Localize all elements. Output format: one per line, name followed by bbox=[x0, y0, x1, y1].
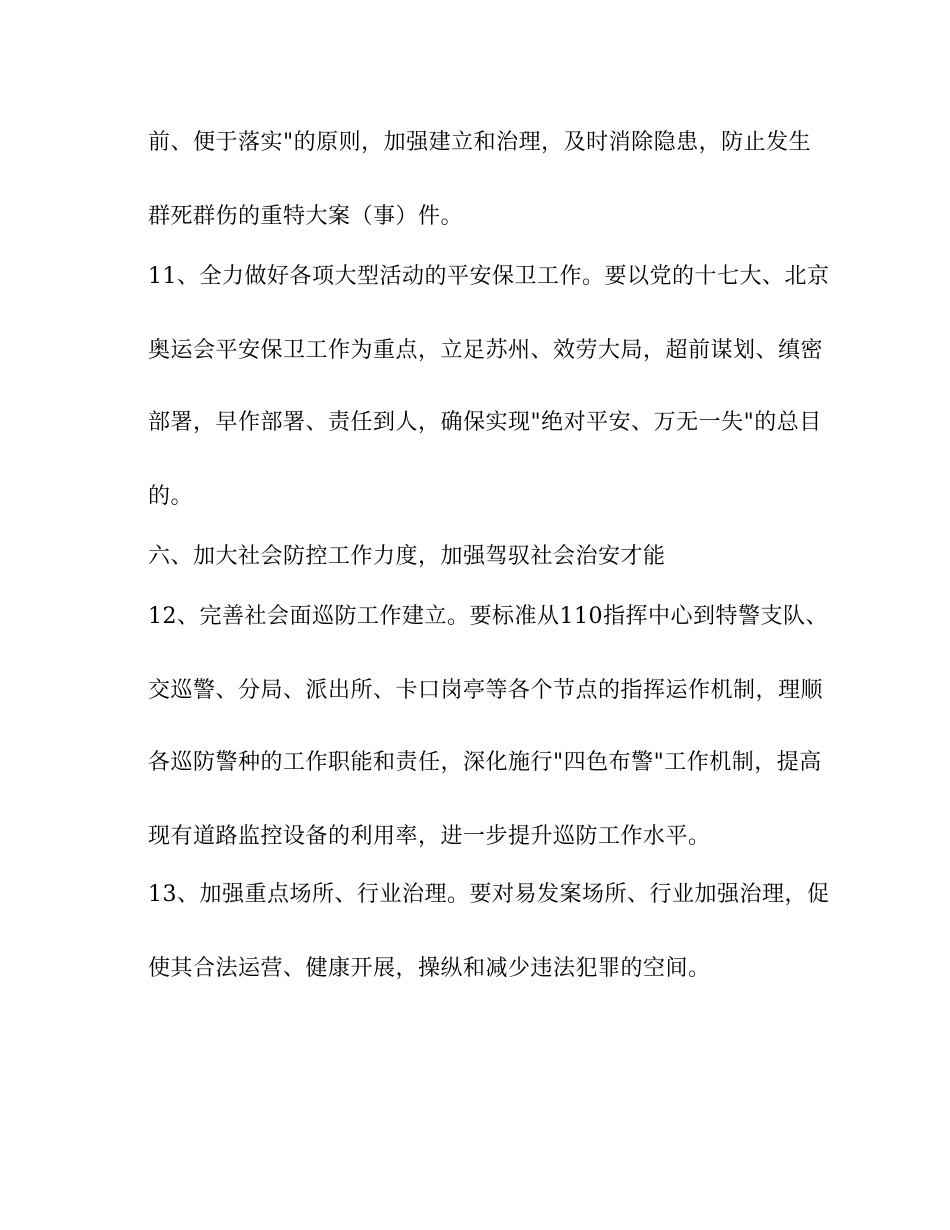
text-line: 的。 bbox=[148, 484, 194, 509]
text-line: 奥运会平安保卫工作为重点，立足苏州、效劳大局，超前谋划、缜密 bbox=[148, 338, 824, 363]
text-line: 前、便于落实"的原则，加强建立和治理，及时消除隐患，防止发生 bbox=[148, 130, 812, 155]
text-line: 现有道路监控设备的利用率，进一步提升巡防工作水平。 bbox=[148, 824, 711, 849]
paragraph-12-start: 12、完善社会面巡防工作建立。要标准从110指挥中心到特警支队、 bbox=[148, 604, 828, 629]
text-line: 交巡警、分局、派出所、卡口岗亭等各个节点的指挥运作机制，理顺 bbox=[148, 678, 824, 703]
text-line: 群死群伤的重特大案（事）件。 bbox=[148, 204, 464, 229]
paragraph-11-start: 11、全力做好各项大型活动的平安保卫工作。要以党的十七大、北京 bbox=[148, 264, 830, 289]
text-line: 部署，早作部署、责任到人，确保实现"绝对平安、万无一失"的总目 bbox=[148, 410, 822, 435]
section-heading-6: 六、加大社会防控工作力度，加强驾驭社会治安才能 bbox=[148, 544, 666, 569]
paragraph-13-start: 13、加强重点场所、行业治理。要对易发案场所、行业加强治理，促 bbox=[148, 882, 830, 907]
text-line: 使其合法运营、健康开展，操纵和减少违法犯罪的空间。 bbox=[148, 956, 711, 981]
text-line: 各巡防警种的工作职能和责任，深化施行"四色布警"工作机制，提高 bbox=[148, 750, 822, 775]
